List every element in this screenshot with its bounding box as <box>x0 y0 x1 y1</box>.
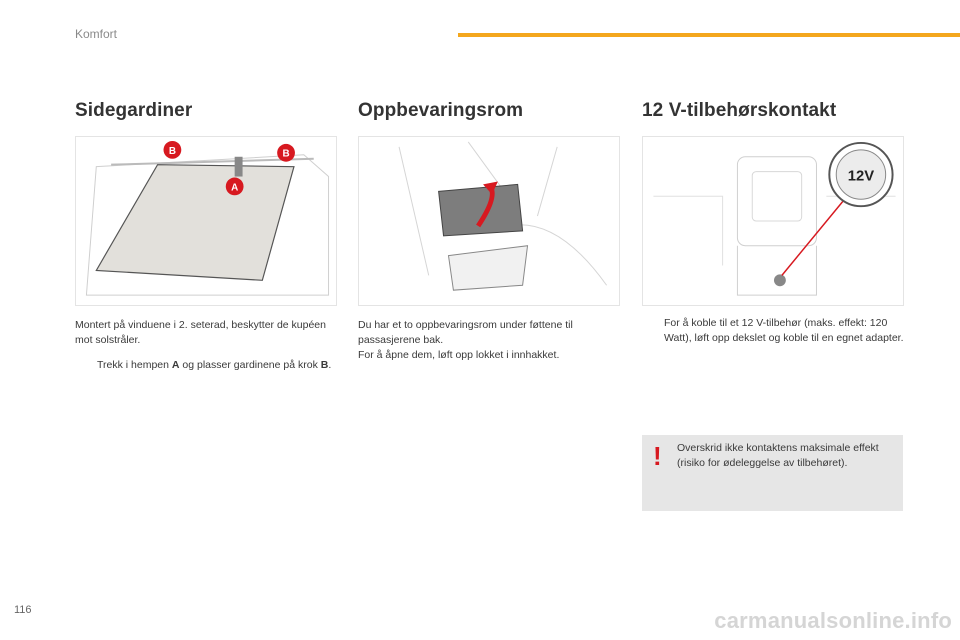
section-title: Sidegardiner <box>75 100 193 121</box>
step-text-prefix: Trekk i hempen <box>97 359 172 371</box>
section-title: Oppbevaringsrom <box>358 100 524 121</box>
socket-label-12v: 12V <box>847 168 875 185</box>
warning-exclamation-icon: ! <box>653 441 662 471</box>
section-header-label: Komfort <box>75 27 118 41</box>
socket-step <box>642 316 904 346</box>
warning-box <box>642 435 903 511</box>
watermark: carmanualsonline.info <box>714 608 952 633</box>
side-curtain-illustration <box>75 136 337 306</box>
page-number: 116 <box>14 604 32 616</box>
step-text-middle: og plasser gardinene på krok <box>179 359 321 371</box>
storage-description-line2: For å åpne dem, løft opp lokket i innhakket. <box>358 349 560 361</box>
column-storage <box>358 100 620 363</box>
callout-a: A <box>231 182 239 194</box>
storage-compartment-illustration <box>358 136 620 306</box>
step-text-suffix: . <box>328 359 332 371</box>
section-title: 12 V-tilbehørskontakt <box>642 100 837 121</box>
step-key-b: B <box>320 359 329 371</box>
step-key-a: A <box>171 359 180 371</box>
side-curtain-step <box>75 358 337 373</box>
storage-description <box>358 318 620 363</box>
column-12v-socket <box>642 100 904 346</box>
storage-description-line1: Du har et to oppbevaringsrom under føttene til passasjerene bak. <box>358 319 573 346</box>
socket-step-text: For å koble til et 12 V-tilbehør (maks. effekt: 120 Watt), løft opp dekslet og koble til en egnet adapter. <box>664 317 904 344</box>
column-side-curtains <box>75 100 337 373</box>
socket-illustration <box>642 136 904 306</box>
callout-b-left: B <box>168 145 176 157</box>
callout-b-right: B <box>282 148 290 160</box>
warning-text: Overskrid ikke kontaktens maksimale effekt (risiko for ødeleggelse av tilbehøret). <box>677 442 879 469</box>
section-header-bar <box>458 33 960 37</box>
side-curtain-description: Montert på vinduene i 2. seterad, beskytter de kupéen mot solstråler. <box>75 319 326 346</box>
